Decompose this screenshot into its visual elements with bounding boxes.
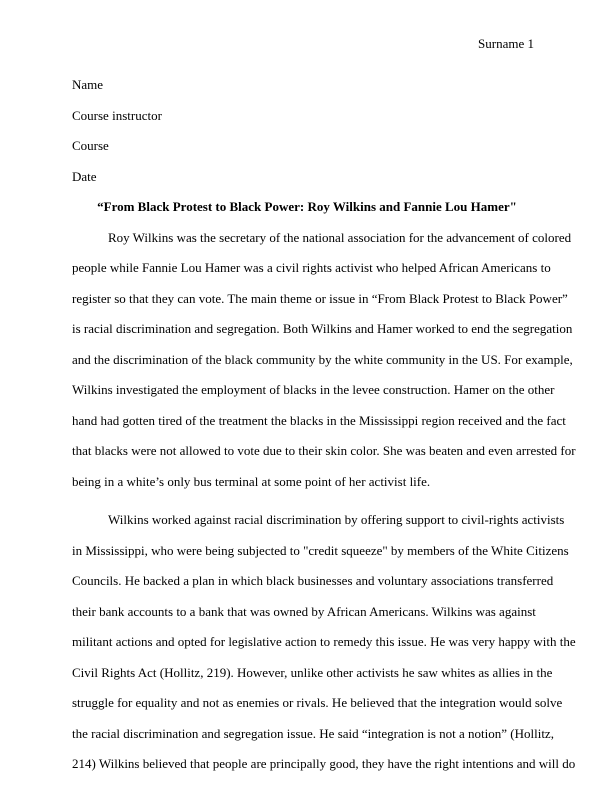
paragraph-1-line: hand had gotten tired of the treatment the blacks in the Mississippi region received and the fact xyxy=(72,412,566,428)
paragraph-2-line: struggle for equality and not as enemies or rivals. He believed that the integration would solve xyxy=(72,695,563,710)
paragraph-2-line: in Mississippi, who were being subjected to "credit squeeze" by members of the White Citizens xyxy=(72,542,569,558)
paragraph-2-line: Wilkins worked against racial discrimination by offering support to civil-rights activists xyxy=(108,512,565,527)
document-body xyxy=(72,70,576,780)
student-name-line: Name xyxy=(72,77,104,92)
paragraph-2-line: Councils. He backed a plan in which black businesses and voluntary associations transferred xyxy=(72,573,554,588)
paragraph-1-line: Roy Wilkins was the secretary of the national association for the advancement of colored xyxy=(108,229,572,245)
paragraph-1 xyxy=(72,223,576,498)
paragraph-1-line: register so that they can vote. The main theme or issue in “From Black Protest to Black Power” xyxy=(72,290,568,306)
paragraph-2-line: Civil Rights Act (Hollitz, 219). However, unlike other activists he saw whites as allies in the xyxy=(72,664,553,680)
paragraph-spacer xyxy=(72,497,542,505)
paragraph-1-line: that blacks were not allowed to vote due to their skin color. She was beaten and even arrested for xyxy=(72,443,576,458)
paragraph-1-line: being in a white’s only bus terminal at some point of her activist life. xyxy=(72,473,431,489)
course-line: Course xyxy=(72,138,109,153)
running-head: Surname 1 xyxy=(478,36,534,51)
paragraph-2-line: their bank accounts to a bank that was owned by African Americans. Wilkins was against xyxy=(72,603,536,619)
paragraph-1-line: people while Fannie Lou Hamer was a civil rights activist who helped African Americans to xyxy=(72,260,551,275)
paragraph-1-line: and the discrimination of the black community by the white community in the US. For example, xyxy=(72,351,573,367)
date-line: Date xyxy=(72,168,97,184)
course-instructor-line: Course instructor xyxy=(72,107,162,123)
paragraph-1-line: Wilkins investigated the employment of blacks in the levee construction. Hamer on the other xyxy=(72,382,555,397)
paragraph-2 xyxy=(72,505,576,780)
essay-title: “From Black Protest to Black Power: Roy Wilkins and Fannie Lou Hamer" xyxy=(97,199,517,214)
paragraph-1-line: is racial discrimination and segregation. Both Wilkins and Hamer worked to end the segregation xyxy=(72,321,573,336)
paragraph-2-line: the racial discrimination and segregation issue. He said “integration is not a notion” (Hollitz, xyxy=(72,725,554,741)
paragraph-2-line: militant actions and opted for legislative action to remedy this issue. He was very happy with the xyxy=(72,634,576,649)
paragraph-2-line: 214) Wilkins believed that people are principally good, they have the right intentions and will do xyxy=(72,756,576,771)
